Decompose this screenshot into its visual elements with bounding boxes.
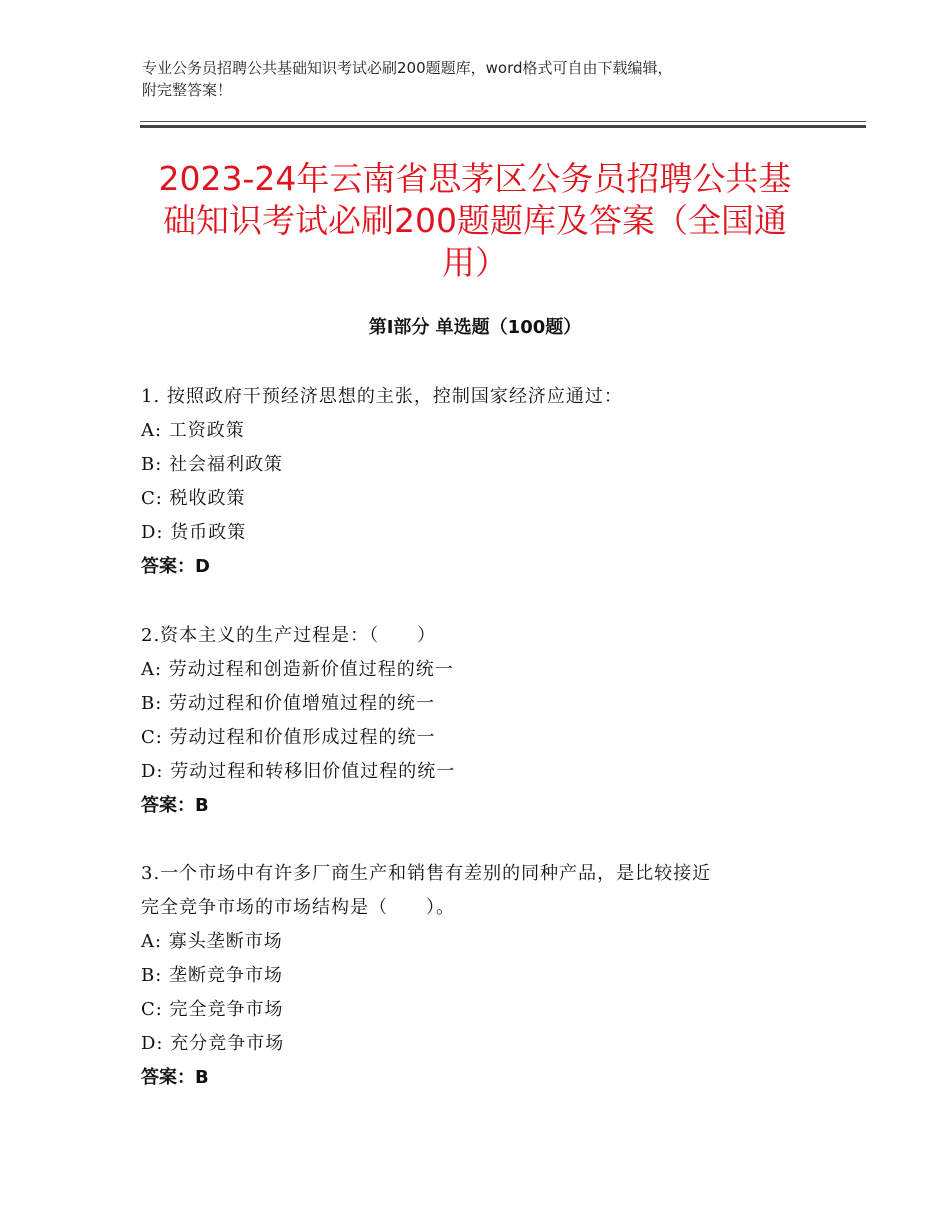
question-stem: 1. 按照政府干预经济思想的主张，控制国家经济应通过： xyxy=(141,386,623,407)
option-b: B: 社会福利政策 xyxy=(141,454,284,475)
option-c: C: 完全竞争市场 xyxy=(141,999,284,1020)
section-title: 第Ⅰ部分 单选题（100题） xyxy=(368,317,582,338)
question-stem: 3.一个市场中有许多厂商生产和销售有差别的同种产品，是比较接近 xyxy=(141,863,712,884)
question-2 xyxy=(141,619,811,823)
header-divider-thin xyxy=(140,121,866,122)
document-title-line: 用） xyxy=(442,243,508,282)
header-note-line: 附完整答案！ xyxy=(142,81,233,99)
option-a: A: 工资政策 xyxy=(141,420,245,441)
header-divider-thick xyxy=(140,125,866,128)
option-d: D: 充分竞争市场 xyxy=(141,1033,285,1054)
option-d: D: 货币政策 xyxy=(141,522,247,543)
question-3 xyxy=(141,857,811,1095)
option-c: C: 税收政策 xyxy=(141,488,246,509)
question-stem: 完全竞争市场的市场结构是（ ）。 xyxy=(141,897,455,918)
answer: 答案：B xyxy=(141,795,209,816)
answer: 答案：B xyxy=(141,1067,209,1088)
option-d: D: 劳动过程和转移旧价值过程的统一 xyxy=(141,761,456,782)
option-c: C: 劳动过程和价值形成过程的统一 xyxy=(141,727,436,748)
option-a: A: 劳动过程和创造新价值过程的统一 xyxy=(141,659,454,680)
header-note-line: 专业公务员招聘公共基础知识考试必刷200题题库，word格式可自由下载编辑， xyxy=(142,59,673,77)
option-b: B: 垄断竞争市场 xyxy=(141,965,284,986)
question-stem: 2.资本主义的生产过程是：（ ） xyxy=(141,625,437,646)
document-title xyxy=(140,158,810,284)
document-title-line: 2023-24年云南省思茅区公务员招聘公共基 xyxy=(158,159,792,198)
document-title-line: 础知识考试必刷200题题库及答案（全国通 xyxy=(163,201,787,240)
option-b: B: 劳动过程和价值增殖过程的统一 xyxy=(141,693,436,714)
header-note xyxy=(142,57,822,101)
answer: 答案：D xyxy=(141,556,210,577)
option-a: A: 寡头垄断市场 xyxy=(141,931,283,952)
question-1 xyxy=(141,380,811,584)
